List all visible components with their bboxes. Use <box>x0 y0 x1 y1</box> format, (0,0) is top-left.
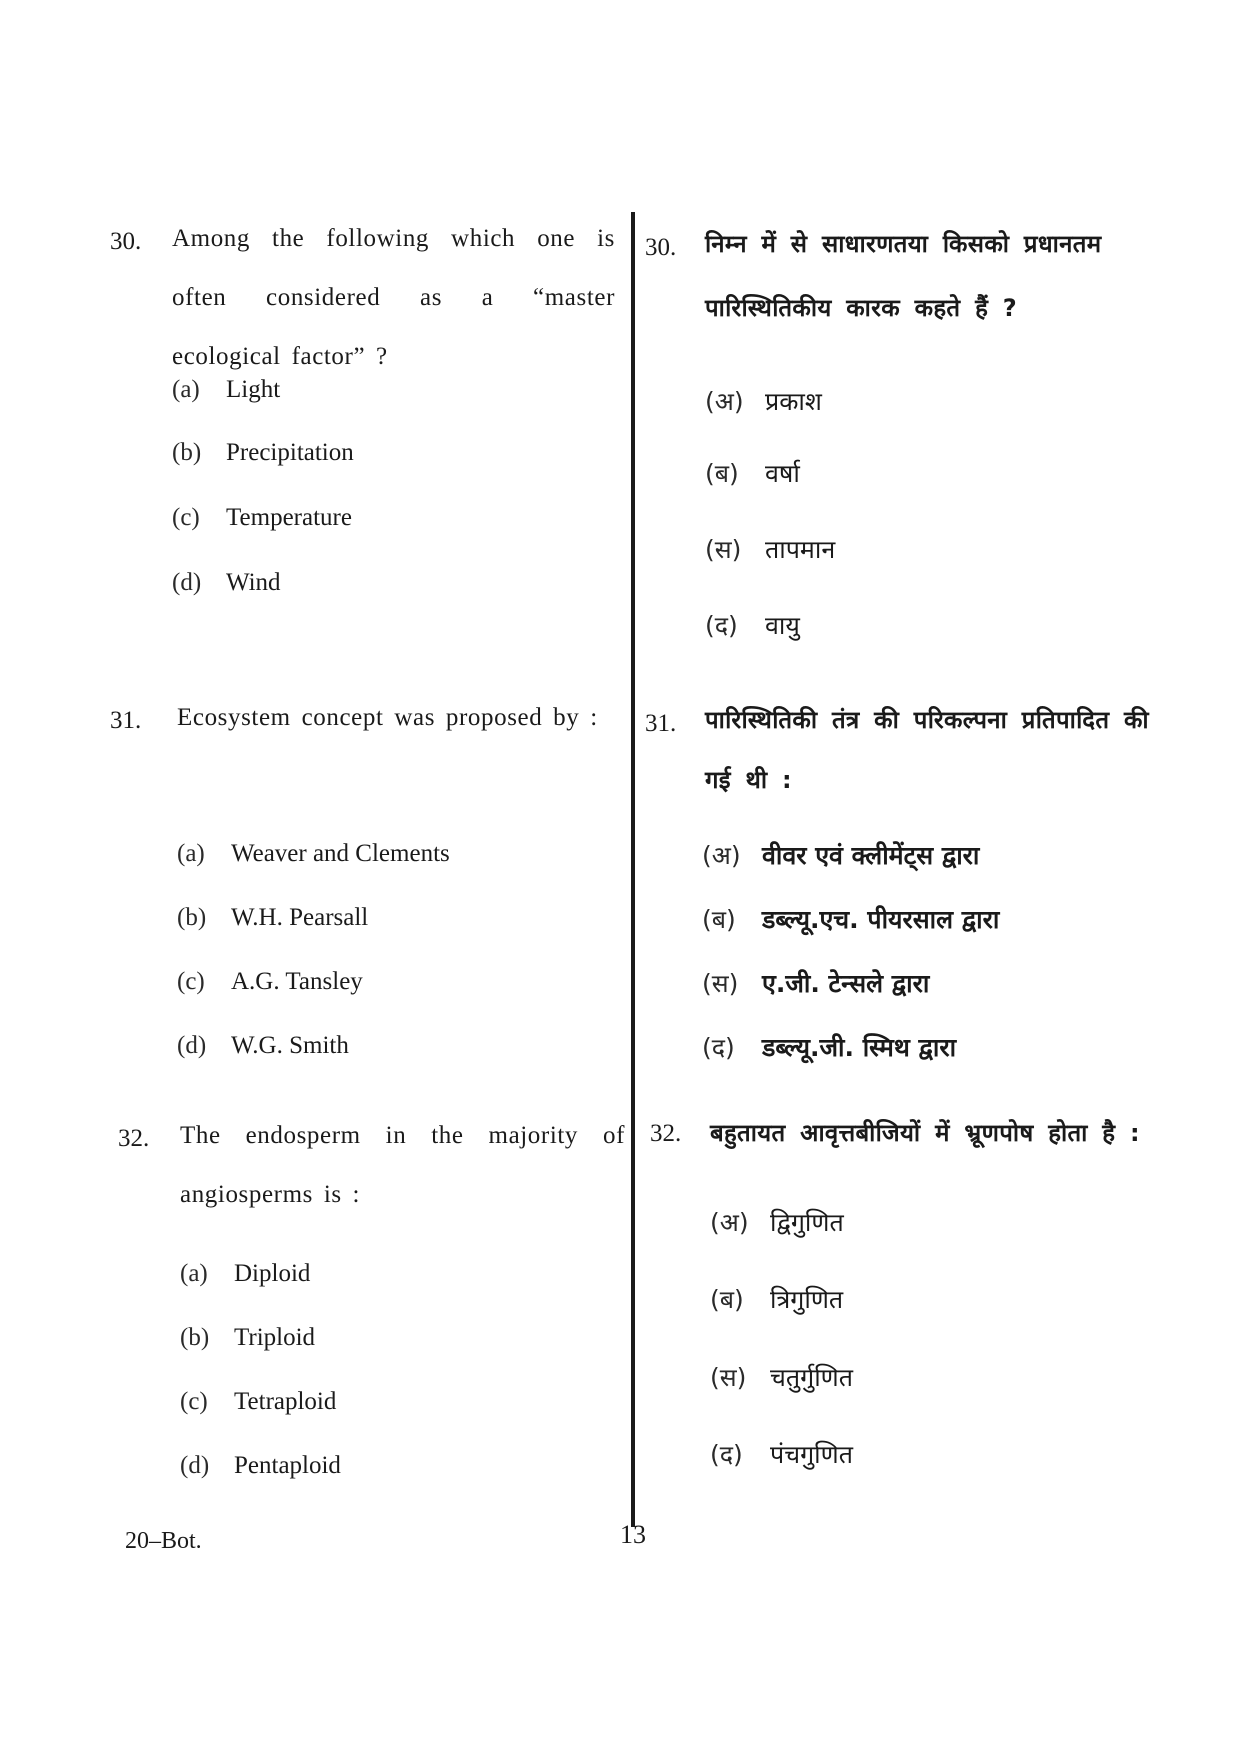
option-a: (a) Light <box>172 376 281 403</box>
option-b: (ब) डब्ल्यू.एच. पीयरसाल द्वारा <box>702 905 1000 934</box>
option-d: (d) Wind <box>172 569 281 596</box>
option-c: (स) ए.जी. टेन्सले द्वारा <box>702 969 930 998</box>
option-b: (b) Triploid <box>180 1324 316 1351</box>
question-number: 31. <box>645 710 677 737</box>
question-number: 32. <box>118 1125 150 1152</box>
option-d: (द) वायु <box>705 611 800 640</box>
question-text: Ecosystem concept was proposed by : <box>177 704 598 731</box>
question-text: निम्न में से साधारणतया किसको प्रधानतम पारिस्थितिकीय कारक कहते हैं ? <box>705 230 1102 322</box>
option-b: (b) W.H. Pearsall <box>177 904 369 931</box>
option-d: (d) Pentaploid <box>180 1452 341 1479</box>
question-number: 30. <box>110 228 142 255</box>
option-d: (द) पंचगुणित <box>710 1440 853 1469</box>
option-a: (अ) वीवर एवं क्लीमेंट्स द्वारा <box>702 841 980 870</box>
option-c: (स) तापमान <box>705 535 836 564</box>
question-text: बहुतायत आवृत्तबीजियों में भ्रूणपोष होता है : <box>710 1119 1140 1147</box>
paper-code: 20–Bot. <box>125 1528 202 1554</box>
option-a: (अ) द्विगुणित <box>710 1208 844 1237</box>
option-a: (अ) प्रकाश <box>705 387 822 416</box>
question-text: The endosperm in the majority of angiosperms is : <box>180 1122 625 1208</box>
question-number: 31. <box>110 707 142 734</box>
option-b: (ब) वर्षा <box>705 459 800 488</box>
option-a: (a) Weaver and Clements <box>177 840 450 867</box>
option-c: (c) Temperature <box>172 504 352 531</box>
question-text: पारिस्थितिकी तंत्र की परिकल्पना प्रतिपादित की गई थी : <box>705 706 1149 794</box>
question-text: Among the following which one is often considered as a “master ecological factor” ? <box>172 225 615 370</box>
page-number: 13 <box>620 1520 646 1549</box>
column-divider <box>631 212 635 1527</box>
option-a: (a) Diploid <box>180 1260 311 1287</box>
option-c: (c) Tetraploid <box>180 1388 337 1415</box>
question-number: 30. <box>645 234 677 261</box>
option-b: (ब) त्रिगुणित <box>710 1285 844 1314</box>
option-c: (c) A.G. Tansley <box>177 968 363 995</box>
option-d: (द) डब्ल्यू.जी. स्मिथ द्वारा <box>702 1033 957 1062</box>
option-d: (d) W.G. Smith <box>177 1032 349 1059</box>
option-c: (स) चतुर्गुणित <box>710 1363 854 1392</box>
option-b: (b) Precipitation <box>172 439 354 466</box>
question-number: 32. <box>650 1120 682 1147</box>
